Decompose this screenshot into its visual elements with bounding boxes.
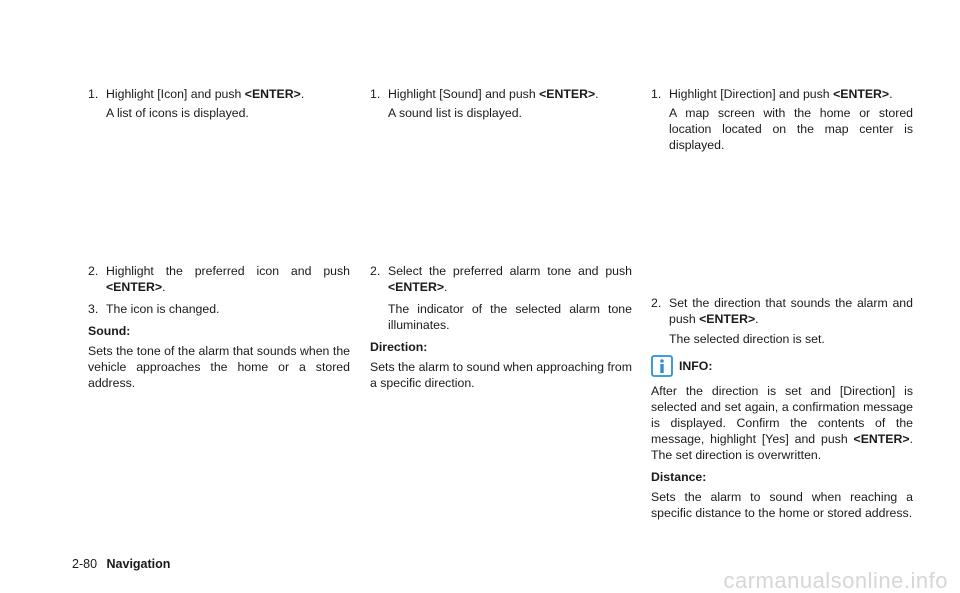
- step-1-result: A sound list is displayed.: [388, 106, 522, 120]
- enter-key: <ENTER>: [833, 87, 890, 101]
- step-2-result: The selected direction is set.: [669, 332, 825, 346]
- enter-key: <ENTER>: [539, 87, 596, 101]
- step-3: 3. The icon is changed.: [88, 302, 220, 316]
- column-1: [88, 86, 350, 391]
- enter-key: <ENTER>: [699, 312, 756, 326]
- step-1: 1. Highlight [Direction] and push <ENTER>.: [651, 87, 893, 101]
- page-number: 2-80: [72, 557, 98, 571]
- heading-direction: Direction:: [370, 340, 428, 354]
- step-1: 1. Highlight [Icon] and push <ENTER>.: [88, 87, 305, 101]
- sound-description: Sets the tone of the alarm that sounds when the vehicle approaches the home or a stored address.: [88, 344, 350, 390]
- column-2: [370, 86, 632, 391]
- direction-description: Sets the alarm to sound when approaching from a specific direction.: [370, 360, 632, 390]
- enter-key: <ENTER>: [853, 432, 910, 446]
- info-text: After the direction is set and [Direction] is selected and set again, a confirmation message is displayed. Confirm the contents of the message, highlight [Yes] and push <ENTER>. The set direction is overwritten.: [651, 384, 913, 462]
- step-1-result: A list of icons is displayed.: [106, 106, 249, 120]
- enter-key: <ENTER>: [244, 87, 301, 101]
- watermark: carmanualsonline.info: [723, 568, 948, 593]
- step-2-result: The indicator of the selected alarm tone illuminates.: [388, 302, 632, 332]
- info-header: [651, 355, 913, 377]
- step-1-result: A map screen with the home or stored location located on the map center is displayed.: [669, 106, 913, 152]
- distance-description: Sets the alarm to sound when reaching a specific distance to the home or stored address.: [651, 490, 913, 520]
- info-label: INFO:: [679, 359, 713, 373]
- heading-distance: Distance:: [651, 470, 707, 484]
- step-1: 1. Highlight [Sound] and push <ENTER>.: [370, 87, 599, 101]
- enter-key: <ENTER>: [106, 280, 163, 294]
- step-2: 2. Highlight the preferred icon and push <ENTER>.: [88, 264, 350, 294]
- enter-key: <ENTER>: [388, 280, 445, 294]
- column-3: [651, 86, 913, 521]
- heading-sound: Sound:: [88, 324, 131, 338]
- page-footer: [72, 556, 170, 572]
- step-2: 2. Select the preferred alarm tone and push <ENTER>.: [370, 264, 632, 294]
- section-name: Navigation: [106, 557, 171, 571]
- info-icon: [651, 355, 673, 377]
- step-2: 2. Set the direction that sounds the alarm and push <ENTER>.: [651, 296, 913, 326]
